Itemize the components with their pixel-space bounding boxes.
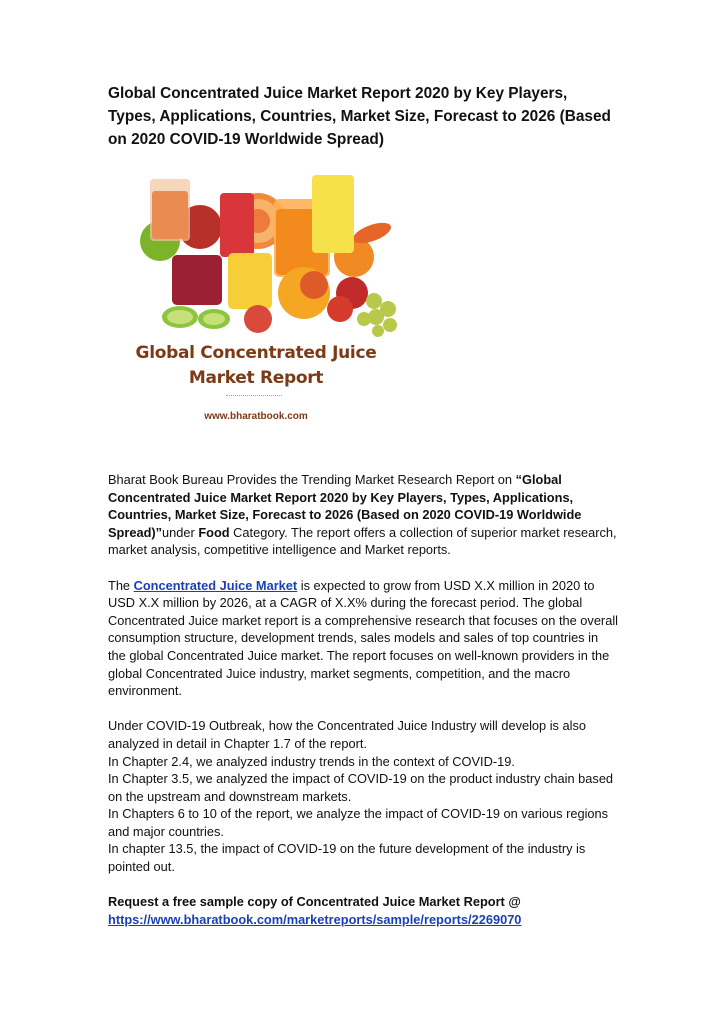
covid-line: Under COVID-19 Outbreak, how the Concentrated Juice Industry will develop is also analyzed in detail in Chapter 1.7 of the report.: [108, 718, 586, 751]
covid-line: In Chapter 3.5, we analyzed the impact of COVID-19 on the product industry chain based on the upstream and downstream markets.: [108, 771, 614, 804]
market-paragraph: [108, 577, 618, 700]
document-body: [108, 471, 618, 928]
intro-paragraph: [108, 471, 618, 559]
document-page: [108, 82, 618, 946]
market-prefix: The: [108, 577, 134, 593]
tomato-icon: [244, 305, 272, 333]
divider: [226, 395, 282, 397]
cover-url: www.bharatbook.com: [204, 411, 308, 422]
sample-label: Request a free sample copy of Concentrated Juice Market Report @: [108, 894, 521, 910]
covid-line: In Chapter 2.4, we analyzed industry trends in the context of COVID-19.: [108, 753, 515, 769]
market-body: is expected to grow from USD X.X million in 2020 to USD X.X million by 2026, at a CAGR of X.X% during the forecast period. The global Concentrated Juice market report is a comprehensive research that focuses on the overall consumption structure, development trends, sales models and sales of top countries in the global Concentrated Juice market. The report focuses on well-known providers in the global Concentrated Juice industry, market segments, competition, and the macro environment.: [108, 577, 619, 699]
cover-title: Global Concentrated Juice Market Report: [135, 343, 377, 388]
glass-icon: [220, 193, 254, 257]
glass-icon: [172, 255, 222, 305]
intro-under: under: [162, 524, 199, 540]
cover-image: [108, 169, 404, 449]
intro-suffix: Category. The report offers a collection of superior market research, market analysis, competitive intelligence and Market reports.: [108, 524, 617, 558]
sample-paragraph: [108, 893, 618, 928]
report-title: Global Concentrated Juice Market Report 2020 by Key Players, Types, Applications, Countries, Market Size, Forecast to 2026 (Based on 2020 COVID-19 Worldwide Spread): [108, 85, 611, 148]
glass-icon: [312, 175, 354, 253]
sample-link[interactable]: https://www.bharatbook.com/marketreports/sample/reports/2269070: [108, 911, 522, 927]
juice-fruit-illustration: [108, 169, 404, 339]
glass-icon: [228, 253, 272, 309]
report-name: “Global Concentrated Juice Market Report 2020 by Key Players, Types, Applications, Countries, Market Size, Forecast to 2026 (Based on 2020 COVID-19 Worldwide Spread)”: [108, 472, 582, 540]
covid-line: In chapter 13.5, the impact of COVID-19 on the future development of the industry is pointed out.: [108, 841, 586, 875]
category-name: Food: [198, 524, 230, 540]
intro-prefix: Bharat Book Bureau Provides the Trending Market Research Report on: [108, 472, 516, 487]
market-link[interactable]: Concentrated Juice Market: [133, 577, 298, 593]
covid-line: In Chapters 6 to 10 of the report, we analyze the impact of COVID-19 on various regions and major countries.: [108, 806, 609, 839]
covid-paragraph: [108, 717, 618, 875]
